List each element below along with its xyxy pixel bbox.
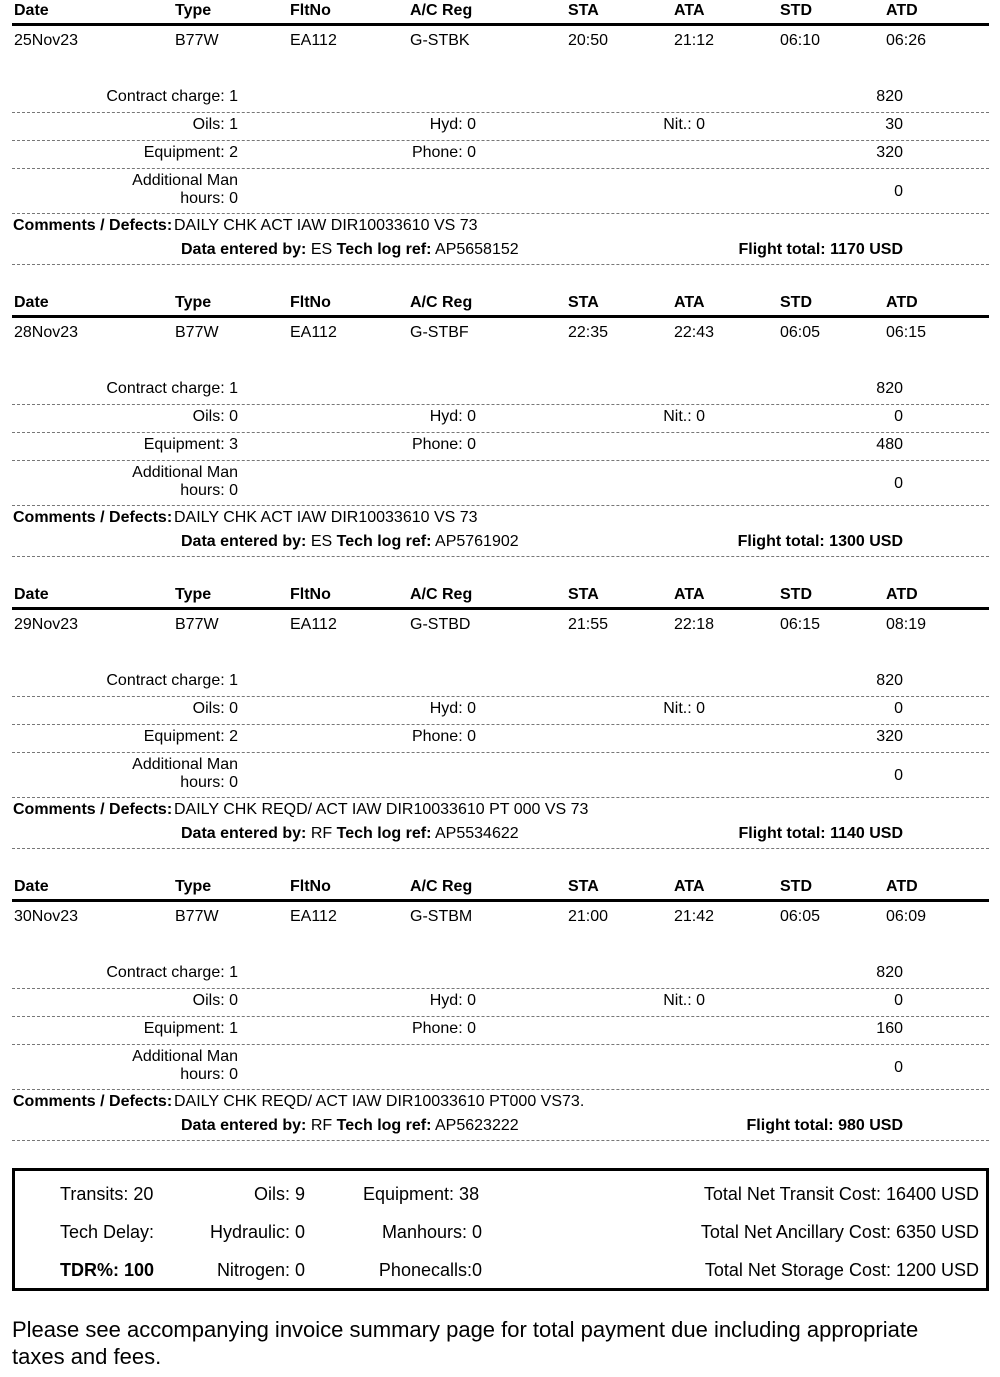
actual-departure: 08:19 bbox=[886, 616, 927, 633]
comments-label: Comments / Defects: bbox=[13, 509, 173, 526]
equipment-charge: Equipment: 3 bbox=[143, 436, 238, 453]
flight-record bbox=[12, 2, 989, 277]
comments-label: Comments / Defects: bbox=[13, 801, 173, 818]
header-std: STD bbox=[780, 294, 812, 311]
header-fltno: FltNo bbox=[290, 878, 331, 895]
row-divider bbox=[12, 1089, 989, 1090]
header-acreg: A/C Reg bbox=[410, 586, 473, 603]
header-std: STD bbox=[780, 2, 812, 19]
data-entered-value: RF bbox=[310, 825, 333, 842]
equipment-charge: Equipment: 2 bbox=[143, 144, 238, 161]
actual-arrival: 22:18 bbox=[674, 616, 715, 633]
manhours-charge: hours: 0 bbox=[180, 190, 238, 207]
tech-delay: Tech Delay: bbox=[60, 1222, 155, 1242]
flight-number: EA112 bbox=[290, 32, 337, 49]
flight-total-value: 980 USD bbox=[838, 1117, 903, 1134]
flight-header-row bbox=[12, 586, 989, 606]
flight-date: 25Nov23 bbox=[14, 32, 79, 49]
tech-log-label: Tech log ref: bbox=[336, 825, 432, 842]
comments-label: Comments / Defects: bbox=[13, 1093, 173, 1110]
oils-amount: 0 bbox=[894, 992, 903, 1009]
additional-man-label: Additional Man bbox=[132, 464, 238, 481]
comments-row bbox=[12, 217, 989, 237]
total-net-transit-cost: Total Net Transit Cost: 16400 USD bbox=[703, 1184, 979, 1204]
header-sta: STA bbox=[568, 878, 599, 895]
flight-total-label: Flight total: bbox=[738, 241, 826, 258]
scheduled-departure: 06:05 bbox=[780, 324, 821, 341]
contract-charge-amount: 820 bbox=[876, 672, 903, 689]
tdr-percent: TDR%: 100 bbox=[60, 1260, 155, 1280]
contract-charge-row bbox=[12, 672, 989, 692]
flight-total-label: Flight total: bbox=[737, 533, 825, 550]
flight-record bbox=[12, 586, 989, 861]
data-entered-value: ES bbox=[310, 533, 333, 550]
equipment-charge: Equipment: 2 bbox=[143, 728, 238, 745]
actual-departure: 06:26 bbox=[886, 32, 927, 49]
flight-date: 28Nov23 bbox=[14, 324, 79, 341]
tech-log-label: Tech log ref: bbox=[336, 241, 432, 258]
hydraulic-count: Hydraulic: 0 bbox=[209, 1222, 305, 1242]
flight-values-row bbox=[12, 32, 989, 52]
data-entered-label: Data entered by: bbox=[181, 825, 307, 842]
header-sta: STA bbox=[568, 586, 599, 603]
oils-charge: Oils: 0 bbox=[192, 992, 238, 1009]
header-divider bbox=[12, 607, 989, 610]
header-atd: ATD bbox=[886, 294, 918, 311]
contract-charge-amount: 820 bbox=[876, 964, 903, 981]
nit-charge: Nit.: 0 bbox=[663, 116, 705, 133]
contract-charge-row bbox=[12, 380, 989, 400]
tech-log-label: Tech log ref: bbox=[336, 1117, 432, 1134]
flight-total-label: Flight total: bbox=[738, 825, 826, 842]
contract-charge-amount: 820 bbox=[876, 88, 903, 105]
row-divider bbox=[12, 724, 989, 725]
header-type: Type bbox=[175, 2, 212, 19]
manhours-charge: hours: 0 bbox=[180, 482, 238, 499]
comments-text: DAILY CHK ACT IAW DIR10033610 VS 73 bbox=[174, 509, 478, 526]
flight-header-row bbox=[12, 878, 989, 898]
manhours-amount: 0 bbox=[894, 475, 903, 492]
row-divider bbox=[12, 988, 989, 989]
row-divider bbox=[12, 556, 989, 557]
hyd-charge: Hyd: 0 bbox=[429, 700, 476, 717]
flight-total-group bbox=[739, 825, 903, 843]
oils-charge: Oils: 1 bbox=[192, 116, 238, 133]
scheduled-arrival: 20:50 bbox=[568, 32, 609, 49]
scheduled-departure: 06:10 bbox=[780, 32, 821, 49]
aircraft-registration: G-STBK bbox=[410, 32, 470, 49]
header-acreg: A/C Reg bbox=[410, 294, 473, 311]
header-divider bbox=[12, 315, 989, 318]
manhours-amount: 0 bbox=[894, 1059, 903, 1076]
row-divider bbox=[12, 213, 989, 214]
flight-total-group bbox=[739, 241, 903, 259]
manhours-charge: hours: 0 bbox=[180, 1066, 238, 1083]
row-divider bbox=[12, 752, 989, 753]
row-divider bbox=[12, 432, 989, 433]
actual-arrival: 21:12 bbox=[674, 32, 715, 49]
data-entered-value: RF bbox=[310, 1117, 333, 1134]
oils-amount: 0 bbox=[894, 700, 903, 717]
entry-row bbox=[12, 241, 989, 261]
header-date: Date bbox=[14, 586, 49, 603]
manhours-count: Manhours: 0 bbox=[381, 1222, 482, 1242]
comments-text: DAILY CHK REQD/ ACT IAW DIR10033610 PT 000 VS 73 bbox=[174, 801, 589, 818]
phone-charge: Phone: 0 bbox=[411, 436, 476, 453]
row-divider bbox=[12, 797, 989, 798]
aircraft-registration: G-STBF bbox=[410, 324, 469, 341]
header-fltno: FltNo bbox=[290, 586, 331, 603]
entry-row bbox=[12, 533, 989, 553]
entry-row bbox=[12, 825, 989, 845]
row-divider bbox=[12, 1016, 989, 1017]
actual-departure: 06:09 bbox=[886, 908, 927, 925]
manhours-row bbox=[12, 756, 989, 796]
contract-charge-row bbox=[12, 88, 989, 108]
header-ata: ATA bbox=[674, 294, 705, 311]
equipment-amount: 320 bbox=[876, 728, 903, 745]
scheduled-arrival: 21:00 bbox=[568, 908, 609, 925]
actual-arrival: 21:42 bbox=[674, 908, 715, 925]
data-entered-group bbox=[181, 825, 519, 843]
flight-date: 29Nov23 bbox=[14, 616, 79, 633]
hyd-charge: Hyd: 0 bbox=[429, 116, 476, 133]
equipment-row bbox=[12, 436, 989, 456]
manhours-amount: 0 bbox=[894, 767, 903, 784]
row-divider bbox=[12, 1140, 989, 1141]
data-entered-group bbox=[181, 533, 519, 551]
row-divider bbox=[12, 1044, 989, 1045]
manhours-row bbox=[12, 1048, 989, 1088]
flight-date: 30Nov23 bbox=[14, 908, 79, 925]
data-entered-group bbox=[181, 1117, 519, 1135]
total-net-ancillary-cost: Total Net Ancillary Cost: 6350 USD bbox=[700, 1222, 979, 1242]
row-divider bbox=[12, 112, 989, 113]
header-acreg: A/C Reg bbox=[410, 878, 473, 895]
header-type: Type bbox=[175, 586, 212, 603]
oils-row bbox=[12, 408, 989, 428]
equipment-row bbox=[12, 1020, 989, 1040]
equipment-charge: Equipment: 1 bbox=[143, 1020, 238, 1037]
header-atd: ATD bbox=[886, 2, 918, 19]
phone-charge: Phone: 0 bbox=[411, 1020, 476, 1037]
manhours-amount: 0 bbox=[894, 183, 903, 200]
data-entered-group bbox=[181, 241, 519, 259]
scheduled-arrival: 22:35 bbox=[568, 324, 609, 341]
oils-charge: Oils: 0 bbox=[192, 408, 238, 425]
additional-man-label: Additional Man bbox=[132, 1048, 238, 1065]
equipment-count: Equipment: 38 bbox=[363, 1184, 480, 1204]
equipment-amount: 160 bbox=[876, 1020, 903, 1037]
header-atd: ATD bbox=[886, 878, 918, 895]
aircraft-type: B77W bbox=[175, 324, 219, 341]
comments-text: DAILY CHK ACT IAW DIR10033610 VS 73 bbox=[174, 217, 478, 234]
data-entered-label: Data entered by: bbox=[181, 533, 307, 550]
additional-man-label: Additional Man bbox=[132, 172, 238, 189]
flight-total-group bbox=[738, 533, 903, 551]
data-entered-label: Data entered by: bbox=[181, 1117, 307, 1134]
actual-departure: 06:15 bbox=[886, 324, 927, 341]
hyd-charge: Hyd: 0 bbox=[429, 408, 476, 425]
header-atd: ATD bbox=[886, 586, 918, 603]
header-divider bbox=[12, 899, 989, 902]
hyd-charge: Hyd: 0 bbox=[429, 992, 476, 1009]
flight-record bbox=[12, 878, 989, 1153]
phonecalls-count: Phonecalls:0 bbox=[378, 1260, 482, 1280]
transits-count: Transits: 20 bbox=[60, 1184, 154, 1204]
equipment-row bbox=[12, 728, 989, 748]
footer-note: Please see accompanying invoice summary page for total payment due including appropriate taxes and fees. bbox=[12, 1317, 919, 1369]
flight-values-row bbox=[12, 616, 989, 636]
equipment-amount: 320 bbox=[876, 144, 903, 161]
flight-total-value: 1300 USD bbox=[829, 533, 903, 550]
additional-man-label: Additional Man bbox=[132, 756, 238, 773]
tech-log-value: AP5761902 bbox=[435, 533, 519, 550]
oils-row bbox=[12, 992, 989, 1012]
flight-values-row bbox=[12, 908, 989, 928]
header-sta: STA bbox=[568, 2, 599, 19]
comments-label: Comments / Defects: bbox=[13, 217, 173, 234]
flight-total-value: 1140 USD bbox=[830, 825, 903, 842]
row-divider bbox=[12, 696, 989, 697]
flight-number: EA112 bbox=[290, 616, 337, 633]
flight-number: EA112 bbox=[290, 908, 337, 925]
data-entered-value: ES bbox=[310, 241, 333, 258]
row-divider bbox=[12, 168, 989, 169]
row-divider bbox=[12, 140, 989, 141]
contract-charge: Contract charge: 1 bbox=[106, 964, 238, 981]
scheduled-arrival: 21:55 bbox=[568, 616, 609, 633]
oils-row bbox=[12, 700, 989, 720]
tech-log-value: AP5623222 bbox=[435, 1117, 519, 1134]
flight-total-value: 1170 USD bbox=[830, 241, 903, 258]
aircraft-registration: G-STBM bbox=[410, 908, 473, 925]
flight-values-row bbox=[12, 324, 989, 344]
flight-total-label: Flight total: bbox=[746, 1117, 834, 1134]
data-entered-label: Data entered by: bbox=[181, 241, 307, 258]
entry-row bbox=[12, 1117, 989, 1137]
header-fltno: FltNo bbox=[290, 2, 331, 19]
manhours-row bbox=[12, 464, 989, 504]
scheduled-departure: 06:05 bbox=[780, 908, 821, 925]
contract-charge-row bbox=[12, 964, 989, 984]
header-ata: ATA bbox=[674, 2, 705, 19]
oils-count: Oils: 9 bbox=[253, 1184, 305, 1204]
flight-number: EA112 bbox=[290, 324, 337, 341]
header-fltno: FltNo bbox=[290, 294, 331, 311]
aircraft-type: B77W bbox=[175, 908, 219, 925]
row-divider bbox=[12, 505, 989, 506]
header-std: STD bbox=[780, 878, 812, 895]
row-divider bbox=[12, 848, 989, 849]
manhours-row bbox=[12, 172, 989, 212]
header-date: Date bbox=[14, 878, 49, 895]
oils-amount: 30 bbox=[885, 116, 903, 133]
header-date: Date bbox=[14, 2, 49, 19]
equipment-row bbox=[12, 144, 989, 164]
tech-log-value: AP5534622 bbox=[435, 825, 519, 842]
nitrogen-count: Nitrogen: 0 bbox=[216, 1260, 305, 1280]
contract-charge: Contract charge: 1 bbox=[106, 88, 238, 105]
scheduled-departure: 06:15 bbox=[780, 616, 821, 633]
comments-row bbox=[12, 509, 989, 529]
actual-arrival: 22:43 bbox=[674, 324, 715, 341]
flight-header-row bbox=[12, 2, 989, 22]
oils-row bbox=[12, 116, 989, 136]
nit-charge: Nit.: 0 bbox=[663, 992, 705, 1009]
aircraft-type: B77W bbox=[175, 616, 219, 633]
flight-record bbox=[12, 294, 989, 569]
phone-charge: Phone: 0 bbox=[411, 144, 476, 161]
aircraft-registration: G-STBD bbox=[410, 616, 471, 633]
header-date: Date bbox=[14, 294, 49, 311]
tech-log-value: AP5658152 bbox=[435, 241, 519, 258]
header-sta: STA bbox=[568, 294, 599, 311]
equipment-amount: 480 bbox=[876, 436, 903, 453]
aircraft-type: B77W bbox=[175, 32, 219, 49]
oils-charge: Oils: 0 bbox=[192, 700, 238, 717]
header-acreg: A/C Reg bbox=[410, 2, 473, 19]
nit-charge: Nit.: 0 bbox=[663, 408, 705, 425]
flight-header-row bbox=[12, 294, 989, 314]
manhours-charge: hours: 0 bbox=[180, 774, 238, 791]
header-ata: ATA bbox=[674, 586, 705, 603]
row-divider bbox=[12, 460, 989, 461]
oils-amount: 0 bbox=[894, 408, 903, 425]
phone-charge: Phone: 0 bbox=[411, 728, 476, 745]
contract-charge-amount: 820 bbox=[876, 380, 903, 397]
tech-log-label: Tech log ref: bbox=[336, 533, 432, 550]
row-divider bbox=[12, 404, 989, 405]
row-divider bbox=[12, 264, 989, 265]
header-divider bbox=[12, 23, 989, 26]
total-net-storage-cost: Total Net Storage Cost: 1200 USD bbox=[704, 1260, 979, 1280]
comments-text: DAILY CHK REQD/ ACT IAW DIR10033610 PT000 VS73. bbox=[174, 1093, 585, 1110]
header-type: Type bbox=[175, 878, 212, 895]
header-type: Type bbox=[175, 294, 212, 311]
contract-charge: Contract charge: 1 bbox=[106, 672, 238, 689]
flight-total-group bbox=[747, 1117, 903, 1135]
invoice-summary-box bbox=[12, 1168, 989, 1291]
nit-charge: Nit.: 0 bbox=[663, 700, 705, 717]
header-ata: ATA bbox=[674, 878, 705, 895]
comments-row bbox=[12, 801, 989, 821]
comments-row bbox=[12, 1093, 989, 1113]
header-std: STD bbox=[780, 586, 812, 603]
contract-charge: Contract charge: 1 bbox=[106, 380, 238, 397]
